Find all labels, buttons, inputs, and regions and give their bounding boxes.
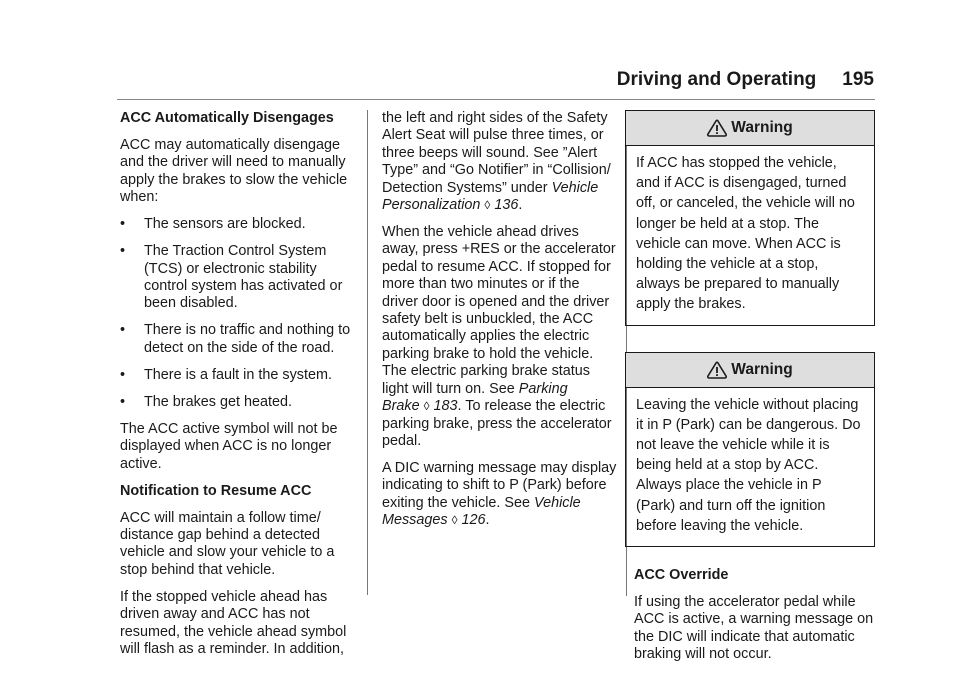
warning-title: Warning xyxy=(731,119,793,137)
warning-icon xyxy=(707,361,727,379)
warning-title: Warning xyxy=(731,360,793,378)
link-vehicle-messages[interactable]: Vehicle Messages xyxy=(382,494,581,529)
link-parking-brake[interactable]: Parking Brake xyxy=(382,380,568,415)
heading-acc-disengages: ACC Automatically Disengages xyxy=(120,110,334,126)
bullet-marker: • xyxy=(120,243,126,260)
page-ref[interactable]: 183 xyxy=(433,398,458,415)
bullet-marker: • xyxy=(120,322,126,339)
bullet-item: • The brakes get heated. xyxy=(120,393,293,410)
bullet-item: • The sensors are blocked. xyxy=(120,216,306,233)
link-vehicle-personalization[interactable]: Vehicle Personalization xyxy=(382,179,599,214)
paragraph-safety-alert: the left and right sides of the Safety Alert Seat will pulse three times, or three beeps will sound. See ”Alert Type” and “Go Notifier” in “Collision/ Detection Systems” under Vehicle Personalization ◊ 136. xyxy=(382,110,611,214)
column-3 xyxy=(626,110,876,673)
page-ref[interactable]: 126 xyxy=(461,512,486,529)
bullet-item: • There is a fault in the system. xyxy=(120,366,332,383)
paragraph-intro: ACC may automatically disengage and the driver will need to manually apply the brakes to slow the vehicle when: xyxy=(120,137,348,206)
warning-header xyxy=(626,353,874,388)
xref-icon: ◊ xyxy=(451,513,458,528)
paragraph-resume-acc: When the vehicle ahead drives away, press +RES or the accelerator pedal to resume ACC. If stopped for more than two minutes or if the driver door is opened and the driver safety belt is unbuckled, the ACC automatically applies the electric parking brake to hold the vehicle. The electric parking brake status light will turn on. See Parking Brake ◊ 183. To release the electric parking brake, press the accelerator pedal. xyxy=(382,224,616,449)
bullet-marker: • xyxy=(120,393,126,410)
paragraph-active-symbol: The ACC active symbol will not be displayed when ACC is no longer active. xyxy=(120,420,338,472)
paragraph-dic-message: A DIC warning message may display indicating to shift to P (Park) before exiting the vehicle. See Vehicle Messages ◊ 126. xyxy=(382,459,617,529)
heading-notification-resume: Notification to Resume ACC xyxy=(120,482,312,499)
warning-body: Leaving the vehicle without placing it in P (Park) can be dangerous. Do not leave the vehicle while it is being held at a stop by ACC. Always place the vehicle in P (Park) and turn off the ignition before leaving the vehicle. xyxy=(636,396,861,534)
column-2 xyxy=(382,110,618,539)
warning-box xyxy=(625,352,875,547)
section-title: Driving and Operating xyxy=(616,69,817,90)
warning-body: If ACC has stopped the vehicle, and if ACC is disengaged, turned off, or canceled, the vehicle will no longer be held at a stop. The vehicle can move. When ACC is holding the vehicle at a stop, always be prepared to manually apply the brakes. xyxy=(636,155,855,313)
warning-icon xyxy=(707,119,727,137)
header-rule xyxy=(117,99,875,100)
column-1 xyxy=(120,110,356,668)
bullet-item: • The Traction Control System (TCS) or electronic stability control system has activated or been disabled. xyxy=(120,243,343,312)
page-header xyxy=(0,69,874,91)
warning-header xyxy=(626,111,874,146)
xref-icon: ◊ xyxy=(423,399,430,414)
paragraph-follow-gap: ACC will maintain a follow time/ distance gap behind a detected vehicle and slow your vehicle to a stop behind that vehicle. xyxy=(120,509,335,578)
override-section xyxy=(626,567,876,664)
heading-acc-override: ACC Override xyxy=(634,567,729,584)
bullet-marker: • xyxy=(120,366,126,383)
bullet-marker: • xyxy=(120,216,126,233)
paragraph-override: If using the accelerator pedal while ACC is active, a warning message on the DIC will indicate that automatic braking will not occur. xyxy=(634,594,874,663)
bullet-item: • There is no traffic and nothing to detect on the side of the road. xyxy=(120,322,351,356)
paragraph-stopped-vehicle: If the stopped vehicle ahead has driven away and ACC has not resumed, the vehicle ahead symbol will flash as a reminder. In addition, xyxy=(120,588,347,658)
xref-icon: ◊ xyxy=(484,198,491,213)
column-divider-1 xyxy=(367,110,368,595)
page-number: 195 xyxy=(842,69,874,90)
warning-box xyxy=(625,110,875,326)
page-ref[interactable]: 136 xyxy=(494,197,519,214)
